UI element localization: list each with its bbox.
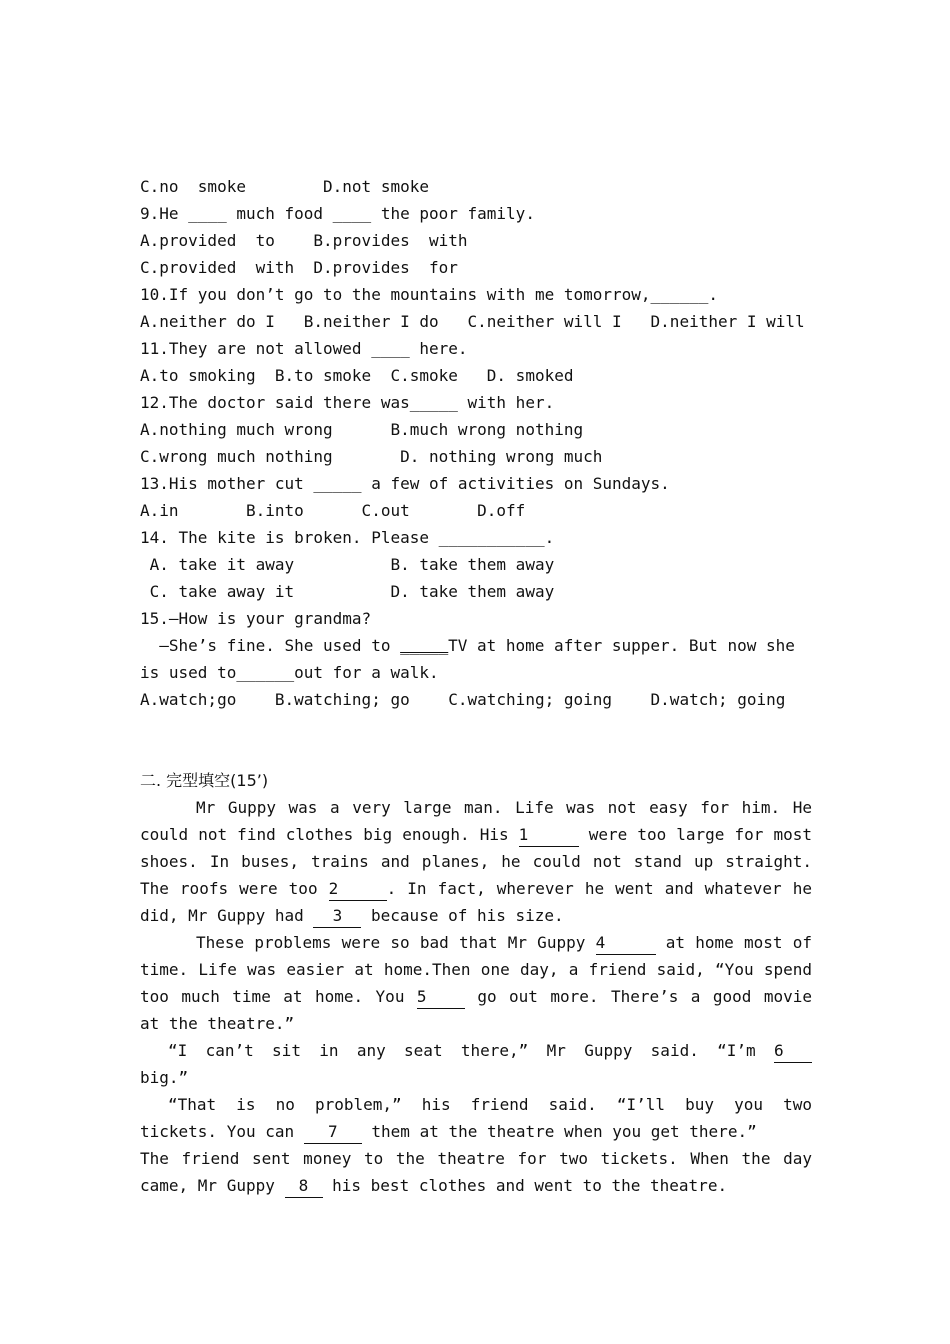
question-13: 13.His mother cut _____ a few of activities on Sundays.	[140, 474, 670, 493]
cloze-line: big.”	[140, 1068, 189, 1087]
question-12: 12.The doctor said there was_____ with her.	[140, 393, 555, 412]
mcq-line: A.nothing much wrong B.much wrong nothing	[140, 420, 584, 439]
cloze-blank-8: 8	[285, 1176, 323, 1198]
mcq-line: C.no smoke D.not smoke	[140, 177, 429, 196]
mcq-line: C.wrong much nothing D. nothing wrong much	[140, 447, 603, 466]
cloze-line: “I can’t sit in any seat there,” Mr Guppy said. “I’m 6	[140, 1037, 812, 1064]
worksheet-page	[140, 173, 812, 1199]
cloze-line: too much time at home. You 5 go out more. There’s a good movie	[140, 983, 812, 1010]
cloze-line: “That is no problem,” his friend said. “I’ll buy you two	[168, 1095, 812, 1114]
question-14: 14. The kite is broken. Please ___________.	[140, 528, 555, 547]
mcq-line: A.in B.into C.out D.off	[140, 501, 526, 520]
cloze-blank-6: 6	[774, 1041, 812, 1063]
cloze-line: shoes. In buses, trains and planes, he could not stand up straight.	[140, 852, 812, 871]
mcq-line: C. take away it D. take them away	[140, 582, 555, 601]
cloze-line: at the theatre.”	[140, 1014, 295, 1033]
question-9: 9.He ____ much food ____ the poor family.	[140, 204, 535, 223]
question-10: 10.If you don’t go to the mountains with me tomorrow,______.	[140, 285, 718, 304]
cloze-line: The friend sent money to the theatre for two tickets. When the day	[140, 1149, 812, 1168]
mcq-line: A.neither do I B.neither I do C.neither will I D.neither I will	[140, 312, 805, 331]
cloze-blank-7: 7	[304, 1122, 362, 1144]
mcq-line: C.provided with D.provides for	[140, 258, 458, 277]
question-15-options: A.watch;go B.watching; go C.watching; going D.watch; going	[140, 690, 786, 709]
cloze-line: Mr Guppy was a very large man. Life was not easy for him. He	[196, 798, 812, 817]
cloze-blank-2: 2	[329, 879, 387, 901]
mcq-line: A.to smoking B.to smoke C.smoke D. smoked	[140, 366, 574, 385]
cloze-line: These problems were so bad that Mr Guppy 4 at home most of	[140, 929, 812, 956]
cloze-line: came, Mr Guppy 8 his best clothes and went to the theatre.	[140, 1172, 812, 1199]
cloze-blank-5: 5	[417, 987, 465, 1009]
cloze-line: did, Mr Guppy had 3 because of his size.	[140, 902, 812, 929]
section-title: 二. 完型填空(15’)	[140, 771, 269, 790]
cloze-line: time. Life was easier at home.Then one day, a friend said, “You spend	[140, 960, 812, 979]
cloze-blank-1: 1	[519, 825, 579, 847]
cloze-line: could not find clothes big enough. His 1 were too large for most	[140, 821, 812, 848]
mcq-line: A. take it away B. take them away	[140, 555, 555, 574]
cloze-blank-3: 3	[313, 906, 361, 928]
cloze-line: The roofs were too 2 . In fact, wherever he went and whatever he	[140, 875, 812, 902]
cloze-line: tickets. You can 7 them at the theatre when you get there.”	[140, 1118, 812, 1145]
question-15: 15.—How is your grandma?	[140, 609, 372, 628]
mcq-line: A.provided to B.provides with	[140, 231, 468, 250]
answer-blank: _____	[400, 636, 449, 655]
question-11: 11.They are not allowed ____ here.	[140, 339, 468, 358]
question-15-text: —She’s fine. She used to _____TV at home after supper. But now she	[140, 632, 812, 659]
cloze-blank-4: 4	[596, 933, 656, 955]
question-15-text: is used to______out for a walk.	[140, 663, 439, 682]
